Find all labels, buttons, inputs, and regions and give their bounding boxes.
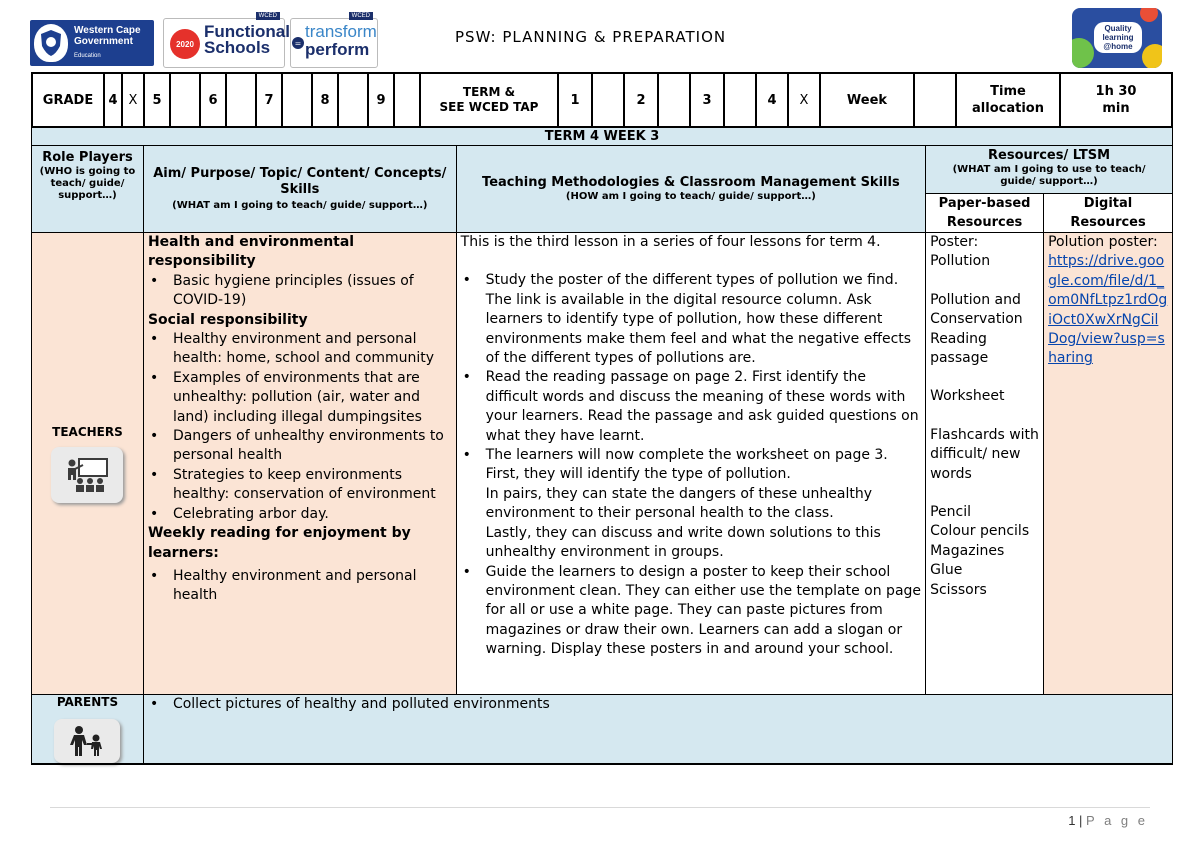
logo-fs-tag: WCED	[256, 12, 280, 20]
grade-5-mark	[170, 73, 200, 127]
grade-7: 7	[256, 73, 282, 127]
aim-title: Aim/ Purpose/ Topic/ Content/ Concepts/ Skills	[153, 166, 447, 197]
time-value-line2: min	[1102, 101, 1130, 116]
paper-item: Pollution	[930, 253, 991, 270]
aim-item: • Healthy environment and personal health: home, school and community	[148, 330, 452, 369]
aim-item: • Celebrating arbor day.	[148, 505, 452, 524]
time-label-line2: allocation	[972, 101, 1044, 116]
teachers-role-cell	[32, 233, 144, 695]
grade-7-mark	[282, 73, 312, 127]
parents-content-cell	[143, 695, 1172, 765]
teachers-aim-cell	[143, 233, 456, 695]
paper-item: Flashcards with difficult/ new words	[930, 426, 1039, 482]
term-4-mark: X	[788, 73, 820, 127]
grade-9-mark	[394, 73, 420, 127]
paper-item: Magazines	[930, 542, 1005, 559]
resources-sub: (WHAT am I going to use to teach/ guide/ support…)	[952, 164, 1146, 187]
grade-6-mark	[226, 73, 256, 127]
digital-title: Digital Resources	[1070, 196, 1146, 230]
week-value	[914, 73, 956, 127]
grade-term-table	[31, 72, 1173, 128]
method-sub-text: Lastly, they can discuss and write down solutions to this unhealthy environment in groups.	[485, 524, 881, 561]
grade-5: 5	[144, 73, 170, 127]
logo-dot-icon: =	[292, 37, 304, 49]
time-allocation-label	[956, 73, 1060, 127]
method-title: Teaching Methodologies & Classroom Management Skills	[482, 175, 900, 190]
logo-wc-line1: Western Cape	[74, 24, 141, 36]
role-players-sub: (WHO is going to teach/ guide/ support…)	[39, 166, 136, 201]
logo-fs-line2: Schools	[204, 38, 271, 57]
footer-divider	[50, 807, 1150, 808]
grade-label: GRADE	[32, 73, 104, 127]
teachers-label: TEACHERS	[52, 424, 123, 439]
teacher-classroom-icon	[51, 447, 123, 503]
method-item: • Study the poster of the different types of pollution we find. The link is available in the digital resource column. Ask learners to identify type of pollution, how these different environments make them feel and what the negative effects of the different types of pollutions are.	[461, 271, 921, 368]
time-label-line1: Time	[990, 84, 1026, 99]
time-value-line1: 1h 30	[1095, 84, 1137, 99]
planning-table	[31, 127, 1173, 765]
term-1: 1	[558, 73, 592, 127]
aim-sub: (WHAT am I going to teach/ guide/ support…)	[172, 200, 428, 211]
method-sub-text: In pairs, they can state the dangers of these unhealthy environment to their personal health to the class.	[485, 485, 873, 522]
logo-wc-line2: Government	[74, 35, 133, 47]
logo-ql-text: Quality learning @home	[1094, 22, 1142, 53]
logo-tp-tag: WCED	[349, 12, 373, 20]
term-2-mark	[658, 73, 690, 127]
method-header	[456, 146, 925, 233]
term-1-mark	[592, 73, 624, 127]
method-intro: This is the third lesson in a series of four lessons for term 4.	[460, 234, 881, 250]
page-number: 1 | P a g e	[1068, 813, 1148, 828]
method-item	[461, 446, 921, 562]
resources-header	[926, 146, 1173, 194]
aim-heading-reading: Weekly reading for enjoyment by learners:	[147, 525, 411, 561]
method-item: • Read the reading passage on page 2. First identify the difficult words and discuss the meaning of these words with your learners. Read the passage and ask guided questions on what they have learnt.	[461, 368, 921, 446]
method-item-text: • The learners will now complete the worksheet on page 3.	[485, 447, 888, 464]
method-item: • Guide the learners to design a poster to keep their school environment clean. They can either use the template on page for all or use a white page. They can paste pictures from magazines or draw their own. Learners can add a slogan or warning. Display these posters in and around your school.	[461, 563, 921, 660]
aim-item: • Basic hygiene principles (issues of COVID-19)	[148, 272, 452, 311]
resources-title: Resources/ LTSM	[988, 148, 1111, 163]
paper-item: Poster:	[930, 234, 979, 250]
paper-item: Pollution and Conservation	[930, 291, 1023, 328]
term-label-line1: TERM &	[462, 85, 516, 99]
paper-item: Glue	[930, 562, 963, 579]
aim-item: • Examples of environments that are unhealthy: pollution (air, water and land) including illegal dumpingsites	[148, 369, 452, 427]
quality-learning-at-home-logo	[1072, 8, 1162, 68]
paper-item: Colour pencils	[930, 523, 1030, 540]
method-sub-text: First, they will identify the type of pollution.	[485, 466, 791, 483]
parents-role-cell	[32, 695, 144, 765]
logo-wc-line3: Education	[74, 52, 101, 59]
teachers-method-cell	[456, 233, 925, 695]
digital-header	[1044, 194, 1173, 233]
term-3: 3	[690, 73, 724, 127]
aim-item: • Strategies to keep environments healthy: conservation of environment	[148, 466, 452, 505]
coat-of-arms-icon	[34, 24, 68, 62]
term-label	[420, 73, 558, 127]
paper-based-title: Paper-based Resources	[938, 196, 1031, 230]
aim-heading-social: Social responsibility	[147, 311, 308, 328]
time-allocation-value	[1060, 73, 1172, 127]
term-3-mark	[724, 73, 756, 127]
page-title: PSW: PLANNING & PREPARATION	[455, 28, 727, 46]
teachers-paper-cell	[926, 233, 1044, 695]
term-label-line2: SEE WCED TAP	[439, 100, 539, 114]
grade-8: 8	[312, 73, 338, 127]
grade-4: 4	[104, 73, 122, 127]
term-2: 2	[624, 73, 658, 127]
grade-9: 9	[368, 73, 394, 127]
aim-item: • Dangers of unhealthy environments to personal health	[148, 427, 452, 466]
role-players-title: Role Players	[42, 150, 133, 165]
grade-8-mark	[338, 73, 368, 127]
page-header	[30, 8, 1170, 70]
teachers-digital-cell	[1044, 233, 1173, 695]
page-number-value: 1	[1068, 813, 1076, 828]
western-cape-government-logo	[30, 20, 154, 66]
parents-item: • Collect pictures of healthy and polluted environments	[148, 695, 1168, 714]
page-label: P a g e	[1086, 813, 1148, 828]
method-sub: (HOW am I going to teach/ guide/ support…)	[565, 191, 816, 202]
logo-fs-line1: Functional	[204, 22, 290, 41]
digital-label: Polution poster:	[1048, 234, 1158, 250]
paper-item: Worksheet	[930, 388, 1005, 405]
paper-based-header	[926, 194, 1044, 233]
functional-schools-logo	[163, 13, 290, 68]
grade-4-mark: X	[122, 73, 144, 127]
term-4: 4	[756, 73, 788, 127]
parents-label: PARENTS	[56, 695, 119, 709]
aim-heading-health: Health and environmental responsibility	[147, 234, 355, 270]
logo-tp-line1: transform	[305, 22, 377, 41]
logo-tp-line2: perform	[305, 40, 370, 59]
transform-perform-logo	[290, 13, 378, 68]
week-label: Week	[820, 73, 914, 127]
aim-header	[143, 146, 456, 233]
grade-6: 6	[200, 73, 226, 127]
parent-child-icon	[54, 719, 120, 763]
logo-fs-year: 2020	[170, 29, 200, 59]
pollution-poster-link[interactable]: https://drive.google.com/file/d/1_om0NfLtpz1rdOgiOct0XwXrNgCilDog/view?usp=sharing	[1048, 253, 1168, 367]
paper-item: Scissors	[930, 581, 987, 598]
term-week-banner: TERM 4 WEEK 3	[32, 128, 1173, 146]
paper-item: Pencil	[930, 504, 971, 521]
aim-item: • Healthy environment and personal health	[148, 567, 452, 606]
paper-item: Reading passage	[930, 330, 989, 367]
role-players-header	[32, 146, 144, 233]
